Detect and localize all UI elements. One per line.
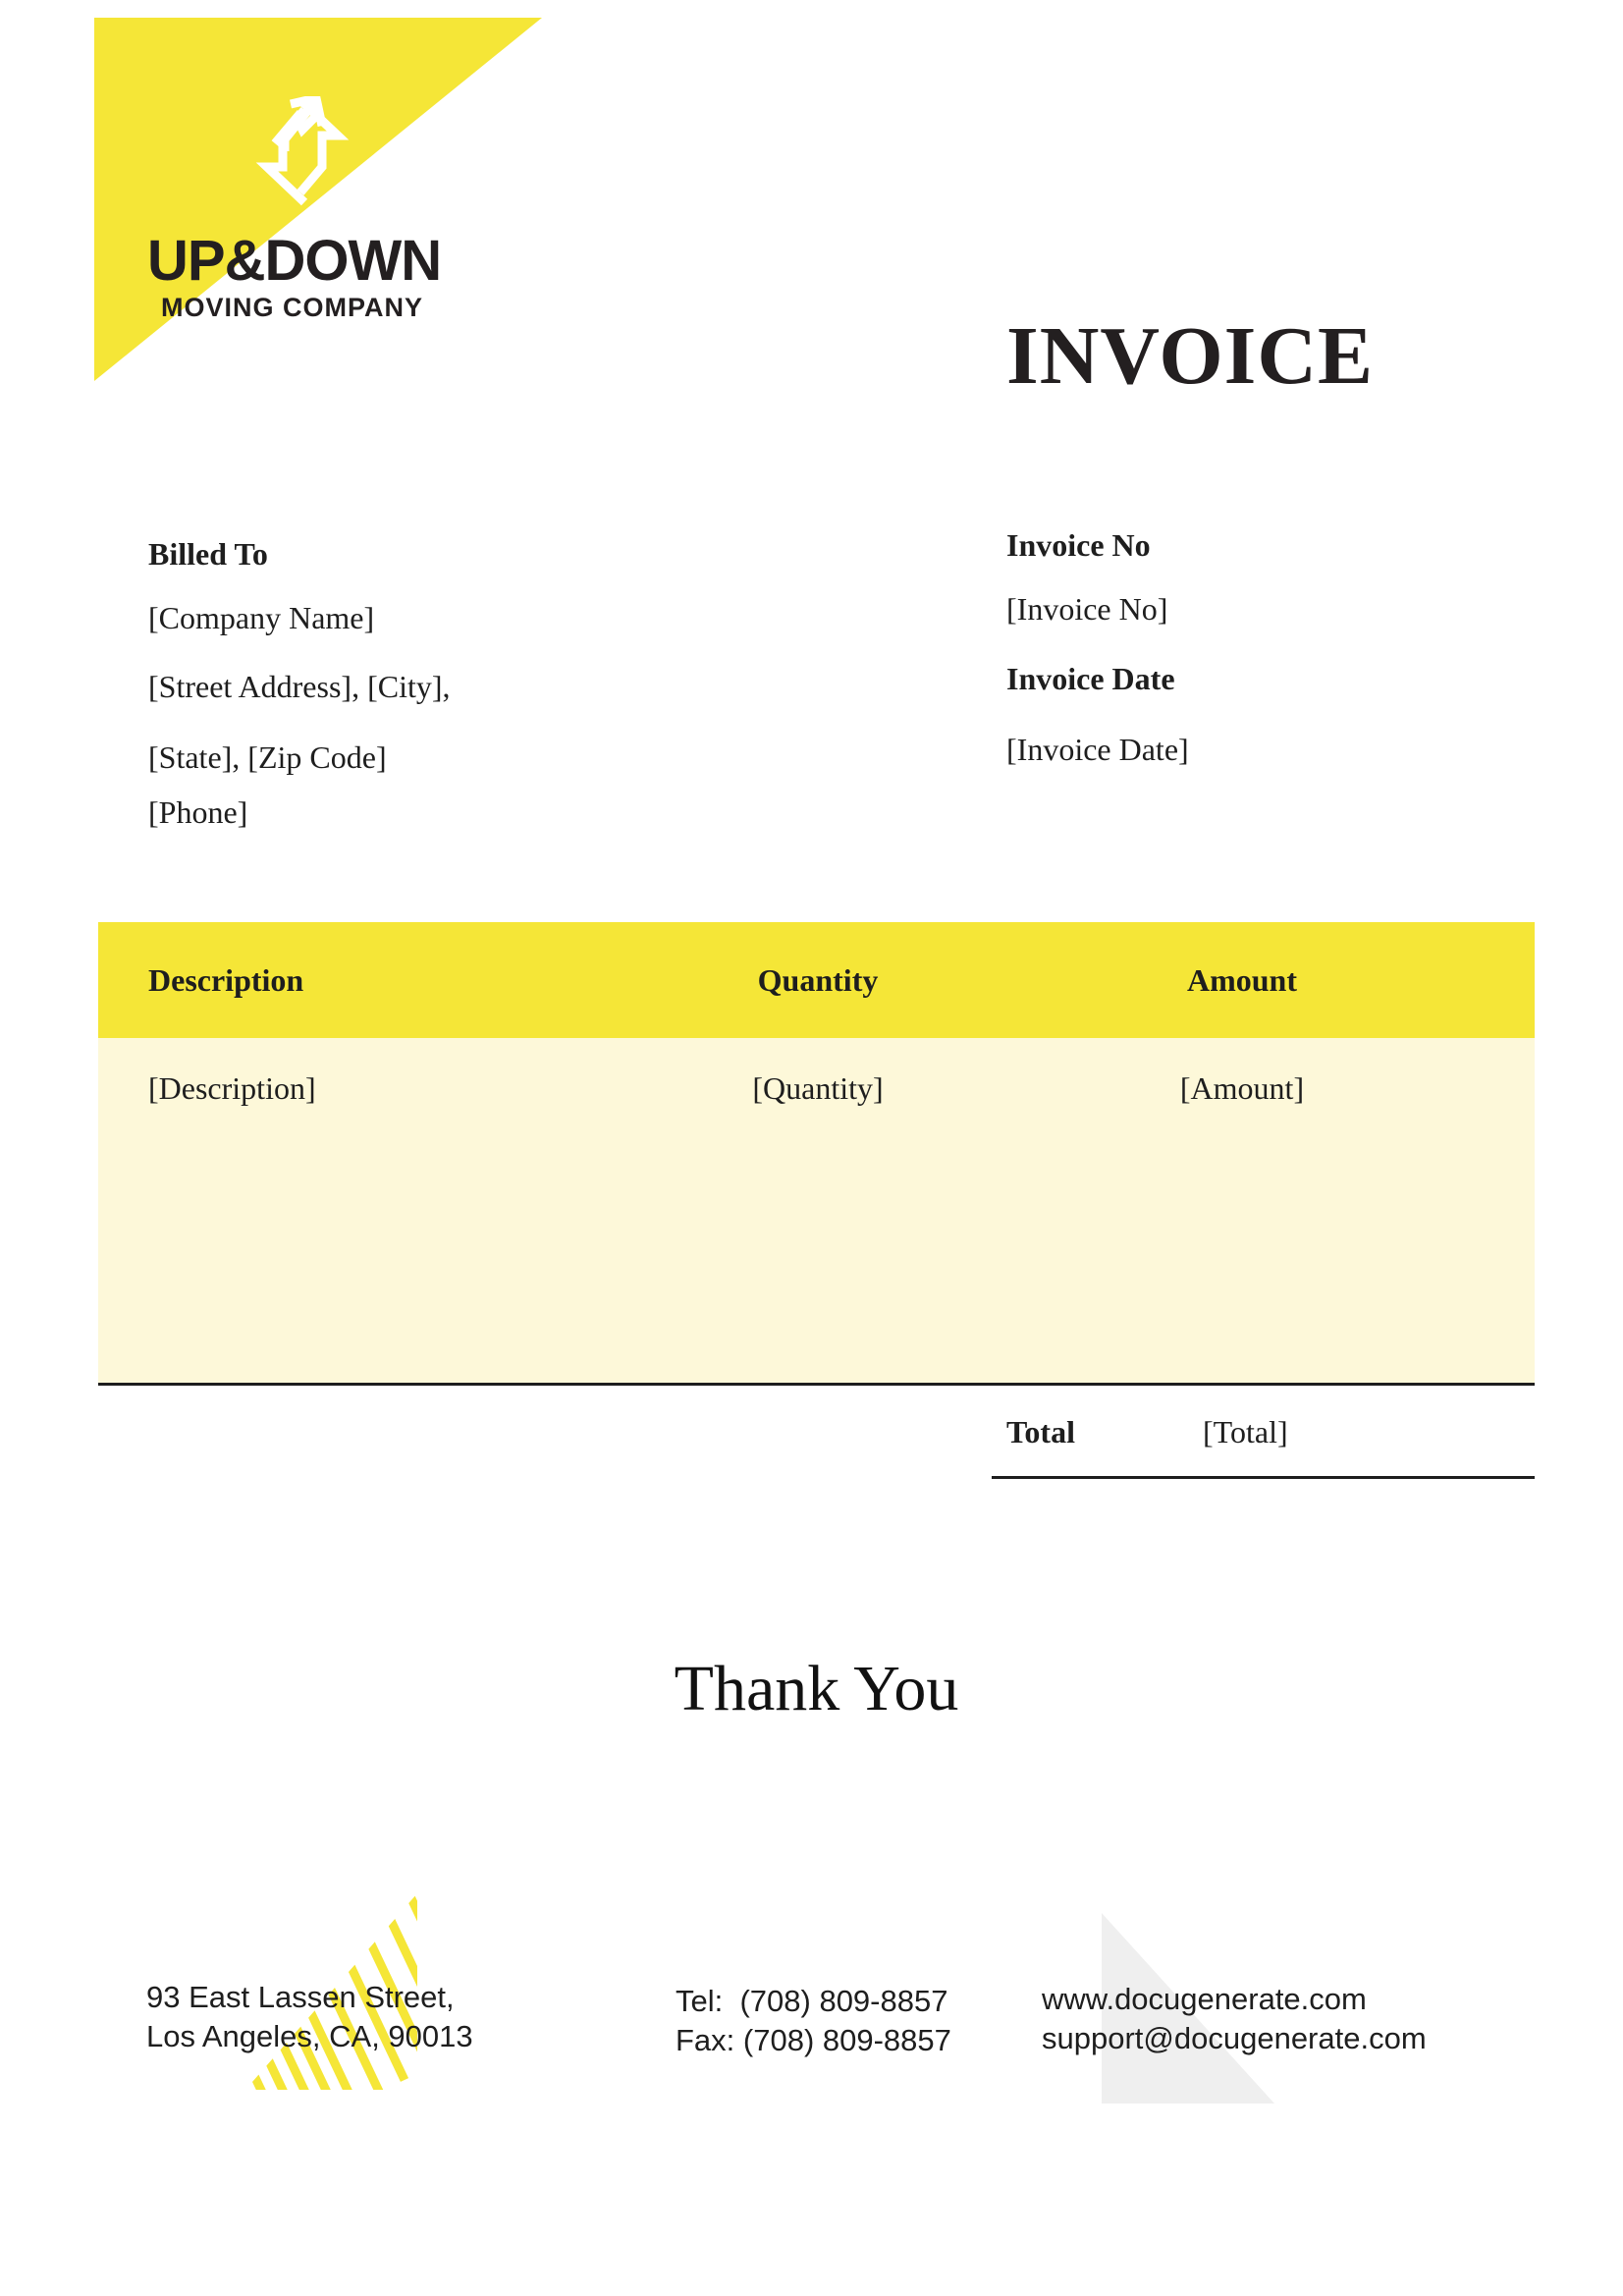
up-down-arrows-icon xyxy=(240,96,367,206)
table-header-description: Description xyxy=(148,962,304,998)
total-value: [Total] xyxy=(1203,1414,1288,1449)
billed-to-company: [Company Name] xyxy=(148,600,375,635)
billed-to-address-line1: [Street Address], [City], xyxy=(148,669,451,704)
brand-name: UP&DOWN xyxy=(147,229,442,293)
footer-tel: Tel: (708) 809-8857 xyxy=(676,1984,948,2018)
footer-website[interactable]: www.docugenerate.com xyxy=(1042,1982,1367,2016)
billed-to-address-line2: [State], [Zip Code] xyxy=(148,739,387,775)
footer-fax: Fax: (708) 809-8857 xyxy=(676,2023,951,2057)
footer-address-line2: Los Angeles, CA, 90013 xyxy=(146,2019,473,2053)
total-rule xyxy=(992,1476,1535,1479)
closing-message: Thank You xyxy=(674,1653,959,1724)
total-label: Total xyxy=(1006,1414,1075,1449)
table-bottom-rule xyxy=(98,1383,1535,1386)
brand-subtitle: MOVING COMPANY xyxy=(161,293,424,322)
footer-email[interactable]: support@docugenerate.com xyxy=(1042,2021,1427,2055)
invoice-date-value: [Invoice Date] xyxy=(1006,732,1189,767)
billed-to-heading: Billed To xyxy=(148,536,268,572)
table-cell-amount: [Amount] xyxy=(1179,1070,1305,1106)
table-cell-description: [Description] xyxy=(148,1070,316,1106)
invoice-number-label: Invoice No xyxy=(1006,527,1151,563)
document-title: INVOICE xyxy=(1006,310,1375,402)
table-cell-quantity: [Quantity] xyxy=(752,1070,884,1106)
billed-to-phone: [Phone] xyxy=(148,794,248,830)
table-header-amount: Amount xyxy=(1186,962,1297,998)
invoice-number-value: [Invoice No] xyxy=(1006,591,1168,627)
table-header-quantity: Quantity xyxy=(757,962,879,998)
invoice-date-label: Invoice Date xyxy=(1006,661,1175,696)
footer-address-line1: 93 East Lassen Street, xyxy=(146,1980,455,2014)
